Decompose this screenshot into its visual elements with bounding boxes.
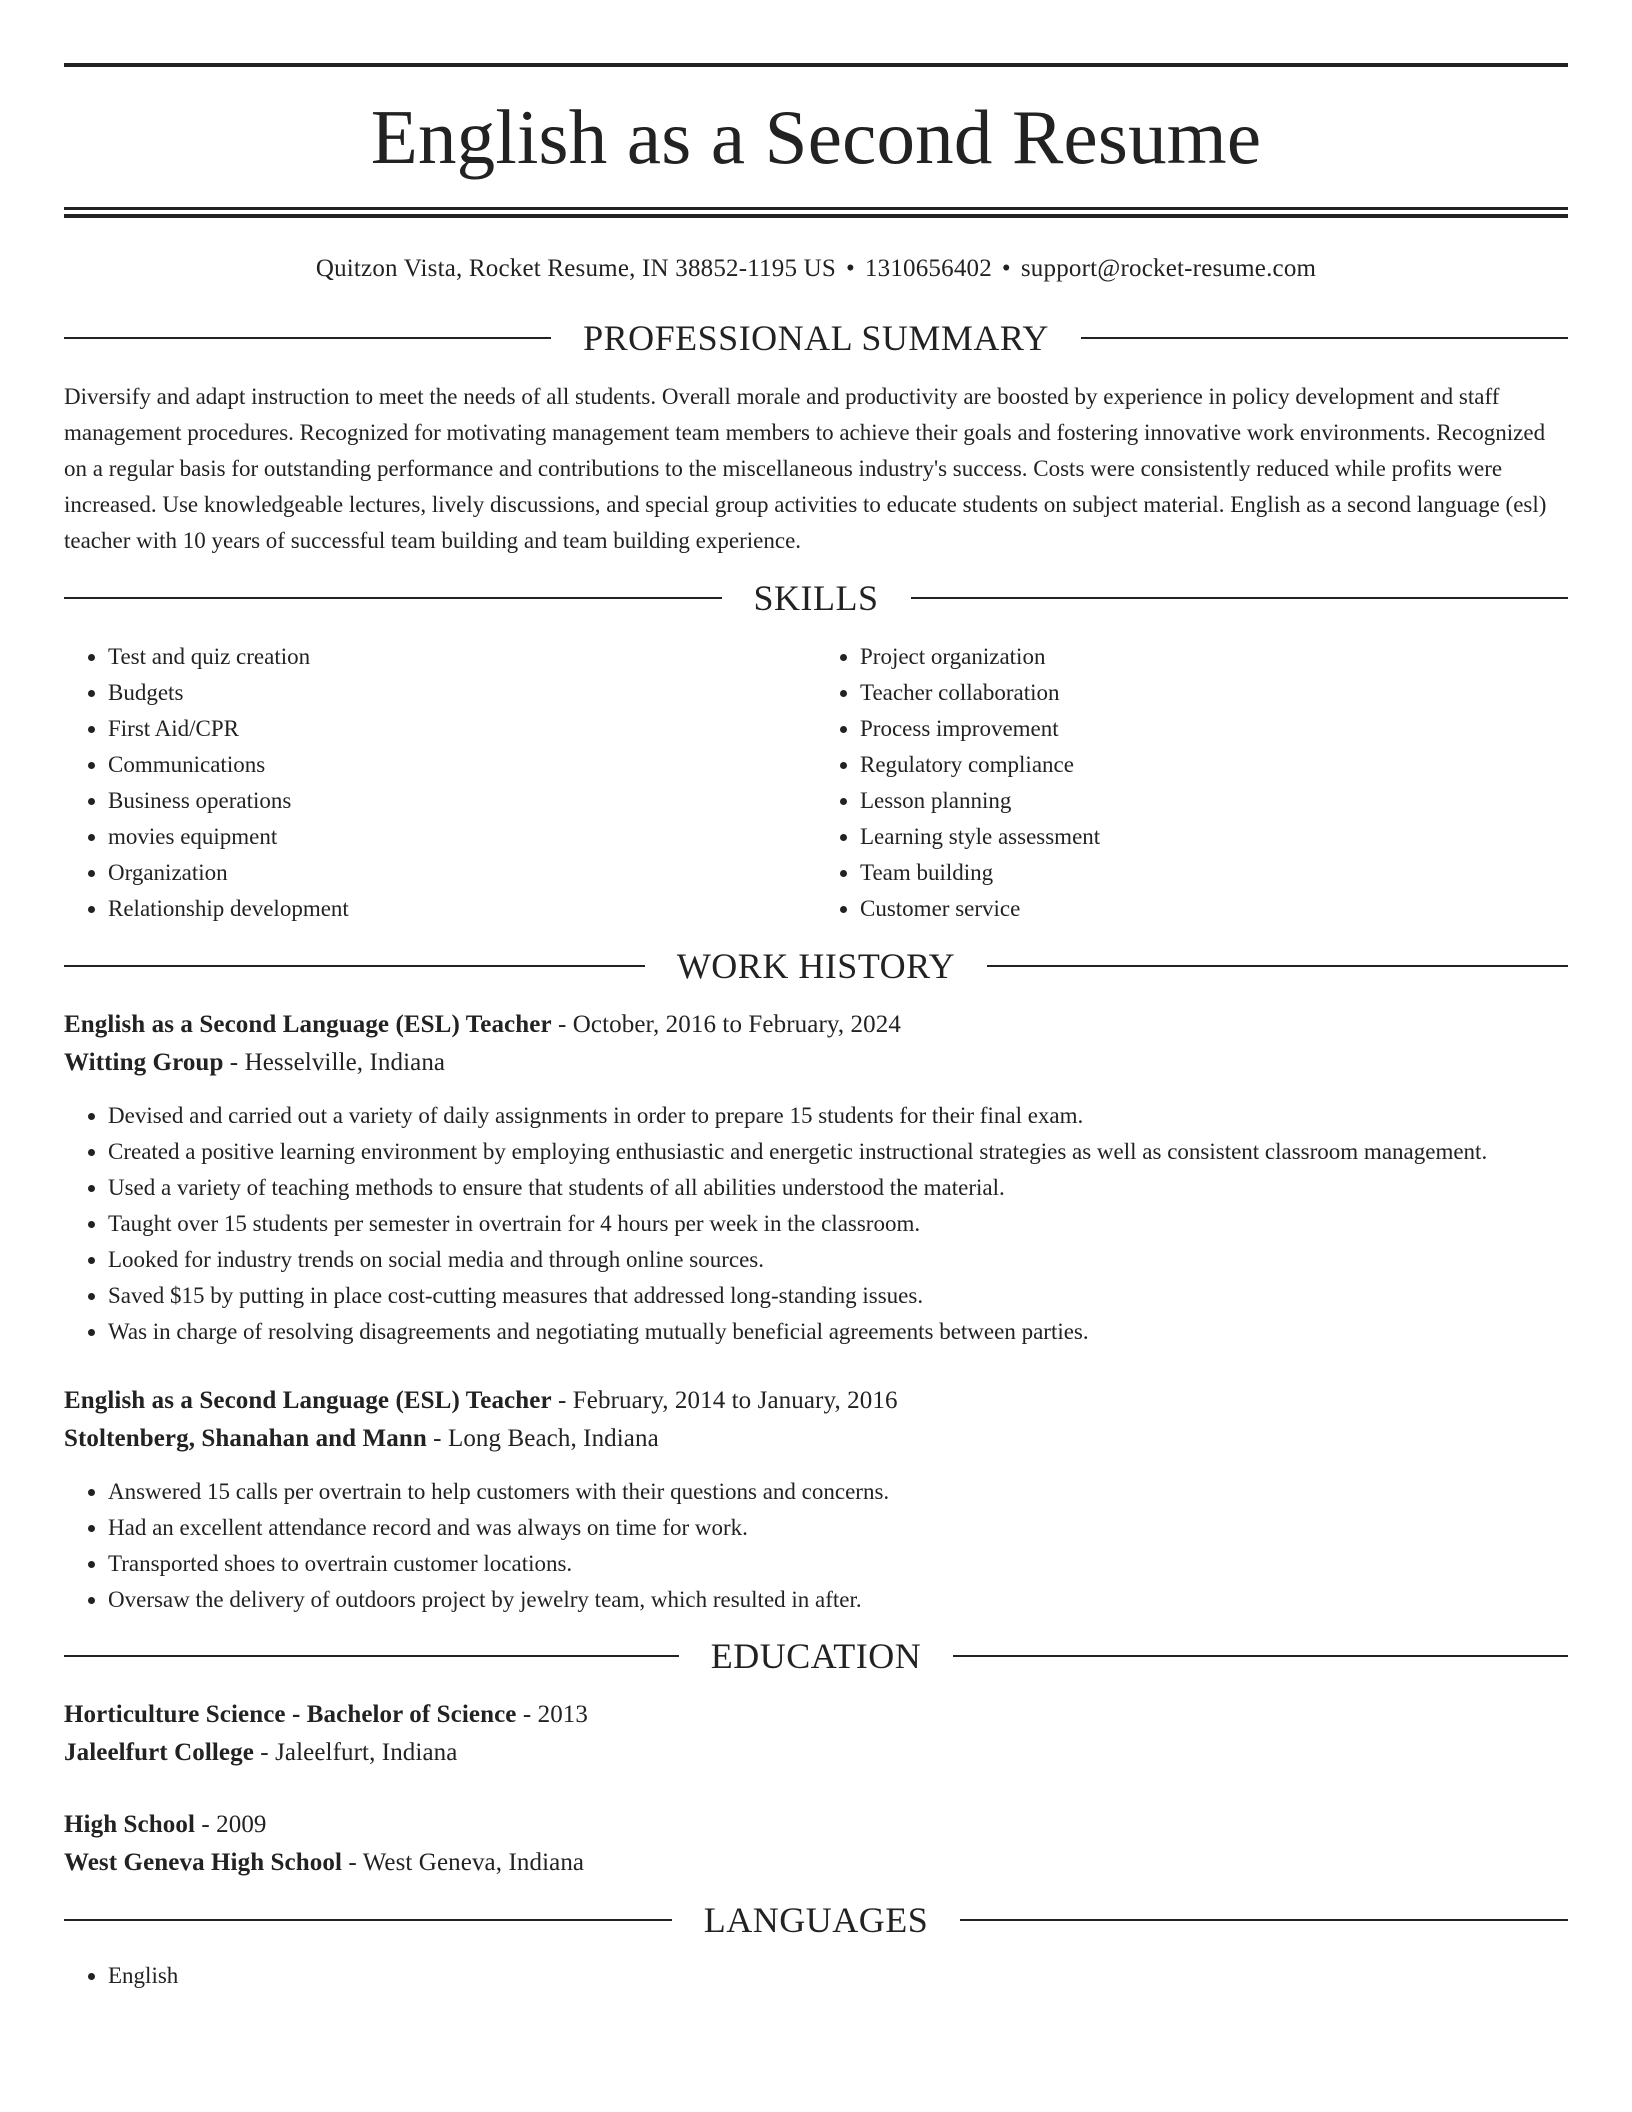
skill-item: • Test and quiz creation (108, 639, 816, 675)
job-bullet: • Used a variety of teaching methods to ensure that students of all abilities understood the material. (108, 1170, 1568, 1206)
skill-item: • First Aid/CPR (108, 711, 816, 747)
job-dates: - February, 2014 to January, 2016 (551, 1387, 898, 1414)
section-title: SKILLS (753, 578, 879, 618)
top-rule (64, 63, 1568, 67)
section-title: WORK HISTORY (676, 946, 956, 986)
skill-item: • Budgets (108, 675, 816, 711)
education-degree-line (64, 1696, 1568, 1734)
education-school-line (64, 1734, 1568, 1772)
job-entry (64, 1382, 1568, 1618)
job-company: Witting Group (64, 1049, 224, 1076)
summary-text: Diversify and adapt instruction to meet the needs of all students. Overall morale and productivity are boosted by experience in policy development and staff management procedures. Recognized for motivating management team members to achieve their goals and fostering innovative work environments. Recognized on a regular basis for outstanding performance and contributions to the miscellaneous industry's success. Costs were consistently reduced while profits were increased. Use knowledgeable lectures, lively discussions, and special group activities to educate students on subject material. English as a second language (esl) teacher with 10 years of successful team building and team building experience. (64, 384, 1547, 553)
skill-item: • Project organization (860, 639, 1568, 675)
heading-rule (64, 597, 722, 599)
heading-rule (1081, 337, 1568, 339)
skill-item: • Communications (108, 747, 816, 783)
job-title: English as a Second Language (ESL) Teacher (64, 1387, 552, 1414)
heading-rule (987, 965, 1568, 967)
education-year: - 2013 (516, 1701, 588, 1728)
job-bullet: • Transported shoes to overtrain customer locations. (108, 1546, 1568, 1582)
job-bullet: • Had an excellent attendance record and was always on time for work. (108, 1510, 1568, 1546)
skill-item: • Team building (860, 855, 1568, 891)
job-bullet: • Created a positive learning environment by employing enthusiastic and energetic instructional strategies as well as consistent classroom management. (108, 1134, 1568, 1170)
title-double-rule (64, 207, 1568, 218)
section-title: PROFESSIONAL SUMMARY (583, 318, 1049, 358)
skills-columns (64, 639, 1568, 927)
contact-address: Quitzon Vista, Rocket Resume, IN 38852-1195 US (315, 255, 836, 282)
section-title: LANGUAGES (703, 1900, 929, 1940)
contact-line (64, 254, 1568, 284)
job-company: Stoltenberg, Shanahan and Mann (64, 1425, 427, 1452)
language-item: • English (108, 1958, 1568, 1994)
education-entry (64, 1696, 1568, 1772)
skills-list-right (816, 639, 1568, 927)
heading-rule (64, 1655, 679, 1657)
education-school-line (64, 1844, 1568, 1882)
heading-rule (64, 337, 551, 339)
contact-email: support@rocket-resume.com (1020, 255, 1317, 282)
heading-rule (953, 1655, 1568, 1657)
job-bullet: • Taught over 15 students per semester in overtrain for 4 hours per week in the classroom. (108, 1206, 1568, 1242)
skill-item: • Regulatory compliance (860, 747, 1568, 783)
education-location: - Jaleelfurt, Indiana (253, 1739, 458, 1766)
job-bullet: • Oversaw the delivery of outdoors project by jewelry team, which resulted in after. (108, 1582, 1568, 1618)
skill-item: • Process improvement (860, 711, 1568, 747)
job-company-line (64, 1420, 1568, 1458)
skill-item: • Organization (108, 855, 816, 891)
resume-page (64, 0, 1568, 1994)
job-title-line (64, 1382, 1568, 1420)
job-bullet: • Looked for industry trends on social media and through online sources. (108, 1242, 1568, 1278)
job-bullet: • Devised and carried out a variety of daily assignments in order to prepare 15 students for their final exam. (108, 1098, 1568, 1134)
skill-item: • Teacher collaboration (860, 675, 1568, 711)
education-location: - West Geneva, Indiana (342, 1849, 585, 1876)
education-degree: Horticulture Science - Bachelor of Science (64, 1701, 517, 1728)
section-title: EDUCATION (710, 1636, 922, 1676)
education-year: - 2009 (195, 1811, 267, 1838)
job-bullet: • Answered 15 calls per overtrain to help customers with their questions and concerns. (108, 1474, 1568, 1510)
job-bullet: • Was in charge of resolving disagreements and negotiating mutually beneficial agreements between parties. (108, 1314, 1568, 1350)
contact-separator: • (845, 255, 855, 282)
job-title: English as a Second Language (ESL) Teacher (64, 1011, 552, 1038)
job-dates: - October, 2016 to February, 2024 (551, 1011, 901, 1038)
job-bullet: • Saved $15 by putting in place cost-cutting measures that addressed long-standing issues. (108, 1278, 1568, 1314)
skill-item: • Customer service (860, 891, 1568, 927)
job-title-line (64, 1006, 1568, 1044)
skills-list-left (64, 639, 816, 927)
resume-title: English as a Second Resume (370, 94, 1262, 180)
skill-item: • Learning style assessment (860, 819, 1568, 855)
skill-item: • Lesson planning (860, 783, 1568, 819)
skill-item: • movies equipment (108, 819, 816, 855)
education-degree: High School (64, 1811, 195, 1838)
languages-list (64, 1958, 1568, 1994)
job-entry (64, 1006, 1568, 1350)
contact-separator: • (1001, 255, 1011, 282)
contact-phone: 1310656402 (864, 255, 992, 282)
education-entry (64, 1806, 1568, 1882)
job-location: - Long Beach, Indiana (426, 1425, 659, 1452)
job-location: - Hesselville, Indiana (223, 1049, 446, 1076)
skill-item: • Relationship development (108, 891, 816, 927)
heading-rule (911, 597, 1569, 599)
heading-rule (64, 1919, 672, 1921)
section-skills-heading (64, 578, 1568, 618)
job-bullets (64, 1474, 1568, 1618)
education-school: West Geneva High School (64, 1849, 343, 1876)
job-company-line (64, 1044, 1568, 1082)
section-work-heading (64, 946, 1568, 986)
section-education-heading (64, 1636, 1568, 1676)
skill-item: • Business operations (108, 783, 816, 819)
section-summary-heading (64, 318, 1568, 358)
education-school: Jaleelfurt College (64, 1739, 254, 1766)
education-degree-line (64, 1806, 1568, 1844)
job-bullets (64, 1098, 1568, 1350)
heading-rule (960, 1919, 1568, 1921)
heading-rule (64, 965, 645, 967)
section-languages-heading (64, 1900, 1568, 1940)
